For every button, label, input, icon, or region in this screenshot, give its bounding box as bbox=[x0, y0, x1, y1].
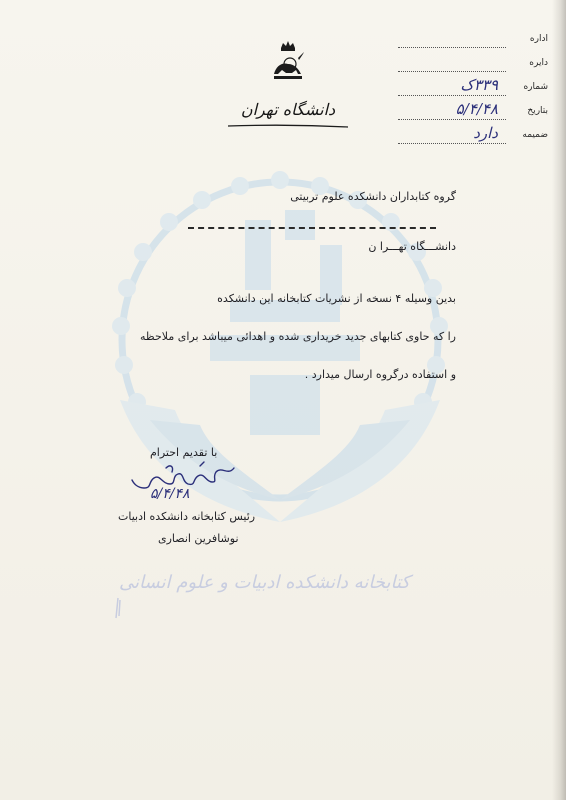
field-attachment-value: دارد bbox=[473, 124, 498, 142]
body-line-2: را که حاوی کتابهای جدید خریداری شده و اهدائی میباشد برای ملاحظه bbox=[140, 330, 456, 343]
paper-edge-shadow bbox=[552, 0, 566, 800]
stamp-bracket-icon bbox=[112, 596, 122, 620]
field-number-label: شماره bbox=[523, 82, 548, 92]
recipient-org-line: دانشـــگاه تهـــرا ن bbox=[368, 240, 456, 253]
field-date-label: بتاریخ bbox=[527, 106, 548, 116]
university-name-heading: دانشگاه تهران bbox=[240, 100, 336, 119]
heading-underline-icon bbox=[226, 124, 350, 128]
lion-and-sun-emblem-icon bbox=[268, 40, 308, 82]
field-date-line bbox=[398, 119, 506, 120]
signer-name: نوشافرین انصاری bbox=[158, 532, 239, 545]
signature-date: ۵/۴/۴۸ bbox=[150, 486, 190, 502]
field-date-value: ۵/۴/۴۸ bbox=[455, 100, 498, 118]
body-line-1: بدین وسیله ۴ نسخه از نشریات کتابخانه این دانشکده bbox=[217, 292, 456, 305]
field-division bbox=[398, 56, 548, 76]
field-office bbox=[398, 32, 548, 52]
field-office-label: اداره bbox=[529, 34, 548, 44]
library-stamp: کتابخانه دانشکده ادبیات و علوم انسانی bbox=[118, 572, 410, 593]
field-attachment-label: ضمیمه bbox=[522, 130, 548, 140]
body-line-3: و استفاده درگروه ارسال میدارد . bbox=[304, 368, 456, 381]
recipient-divider bbox=[188, 227, 436, 229]
field-number bbox=[398, 76, 548, 100]
recipient-line: گروه کتابداران دانشکده علوم تربیتی bbox=[290, 190, 456, 203]
field-date bbox=[398, 100, 548, 124]
field-number-line bbox=[398, 95, 506, 96]
field-office-line bbox=[398, 47, 506, 48]
field-attachment-line bbox=[398, 143, 506, 144]
handwritten-signature-icon bbox=[126, 458, 242, 510]
field-division-line bbox=[398, 71, 506, 72]
field-number-value: ۳۳۹ک bbox=[460, 76, 498, 94]
signer-title: رئیس کتابخانه دانشکده ادبیات bbox=[118, 510, 256, 523]
closing-line: با تقدیم احترام bbox=[150, 446, 218, 459]
field-division-label: دایره bbox=[529, 58, 548, 68]
field-attachment bbox=[398, 124, 548, 148]
